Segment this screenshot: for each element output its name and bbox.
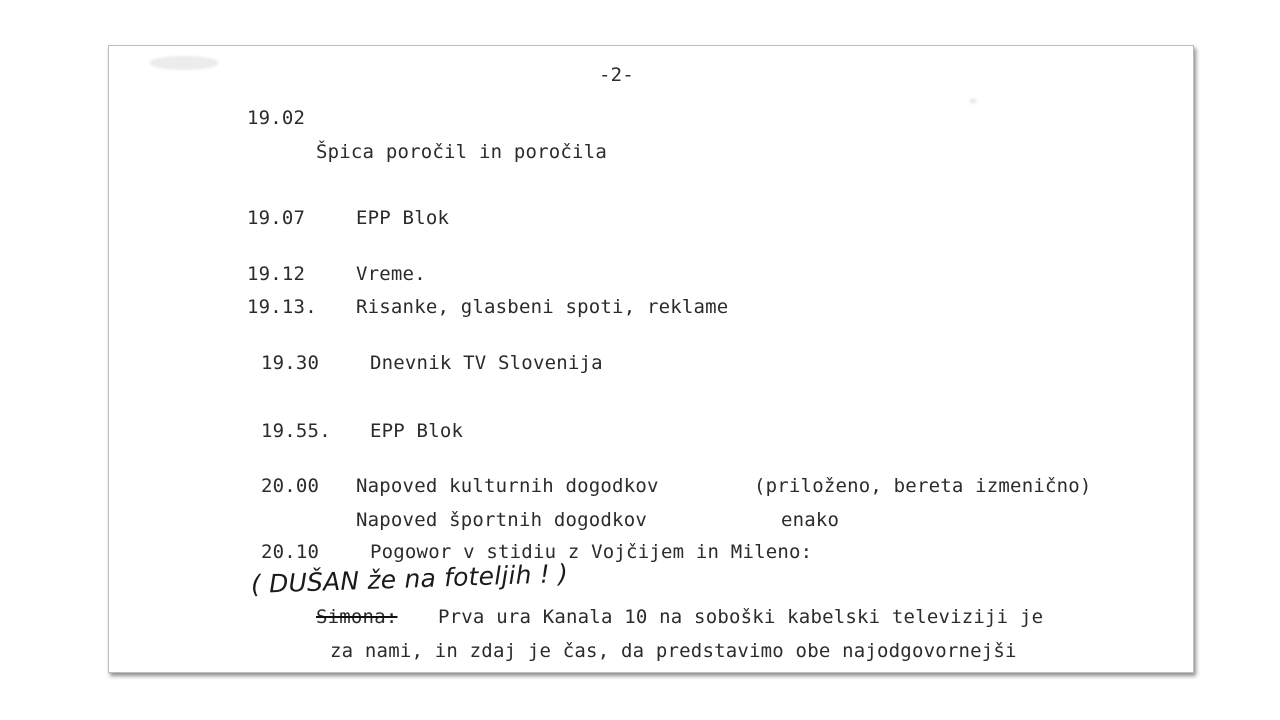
- entry-time: 19.12: [247, 263, 306, 285]
- entry-time: 19.02: [247, 107, 306, 129]
- entry-text: Risanke, glasbeni spoti, reklame: [356, 296, 729, 318]
- speaker-label: Simona:: [316, 606, 398, 628]
- entry-text: Dnevnik TV Slovenija: [370, 352, 603, 374]
- entry-text: Pogowor v stidiu z Vojčijem in Mileno:: [370, 541, 813, 563]
- entry-time: 19.55.: [261, 420, 331, 442]
- entry-text: Špica poročil in poročila: [316, 141, 607, 163]
- paper-smudge: [149, 56, 219, 70]
- entry-time: 19.07: [247, 207, 306, 229]
- entry-time: 20.00: [261, 475, 320, 497]
- entry-text: Napoved športnih dogodkov: [356, 509, 647, 531]
- speech-line: za nami, in zdaj je čas, da predstavimo obe najodgovornejši: [330, 640, 1017, 662]
- speech-line: Prva ura Kanala 10 na soboški kabelski televiziji je: [438, 606, 1044, 628]
- page-number: -2-: [599, 64, 634, 86]
- entry-time: 20.10: [261, 541, 320, 563]
- entry-text: Vreme.: [356, 263, 426, 285]
- entry-time: 19.13.: [247, 296, 317, 318]
- entry-text: EPP Blok: [356, 207, 450, 229]
- entry-note: enako: [781, 509, 840, 531]
- handwritten-note: ( DUŠAN že na foteljih ! ): [250, 558, 569, 599]
- paper-smudge: [969, 98, 977, 104]
- entry-text: Napoved kulturnih dogodkov: [356, 475, 659, 497]
- typed-document-page: [108, 45, 1194, 673]
- entry-time: 19.30: [261, 352, 320, 374]
- entry-text: EPP Blok: [370, 420, 464, 442]
- entry-note: (priloženo, bereta izmenično): [754, 475, 1092, 497]
